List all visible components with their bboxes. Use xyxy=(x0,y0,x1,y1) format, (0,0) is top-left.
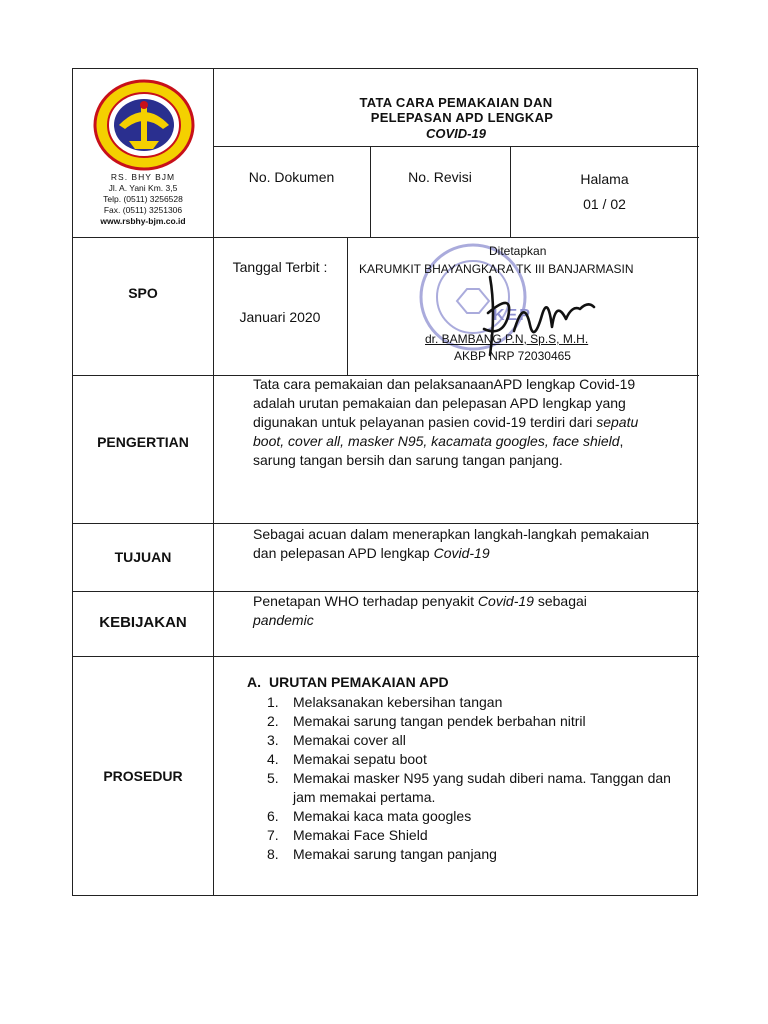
step-number: 8. xyxy=(267,846,279,862)
institution-name: RS. BHY BJM xyxy=(110,172,176,182)
issue-date-label: Tanggal Terbit : xyxy=(232,259,328,275)
pengertian-text-part: , xyxy=(619,433,624,449)
step-number: 2. xyxy=(267,713,279,729)
divider xyxy=(73,237,699,238)
signer-rank: AKBP NRP 72030465 xyxy=(454,349,571,363)
kebijakan-text-part: sebagai xyxy=(533,593,587,609)
spo-label: SPO xyxy=(128,285,158,301)
spo-document xyxy=(72,68,698,896)
step-number: 7. xyxy=(267,827,279,843)
step-text: Memakai sepatu boot xyxy=(293,751,427,767)
divider xyxy=(213,375,214,896)
issue-date-value: Januari 2020 xyxy=(239,309,321,325)
tujuan-label: TUJUAN xyxy=(114,549,172,565)
stamp-text: KEP xyxy=(493,307,532,324)
document-title-line2: PELEPASAN APD LENGKAP xyxy=(370,110,554,125)
pengertian-line: Tata cara pemakaian dan pelaksanaanAPD lengkap Covid-19 xyxy=(253,376,636,392)
hospital-logo xyxy=(93,79,195,171)
divider xyxy=(510,146,511,237)
divider xyxy=(347,237,348,375)
prosedur-label: PROSEDUR xyxy=(103,768,183,784)
list-item xyxy=(267,731,687,750)
list-item xyxy=(267,845,687,864)
divider xyxy=(213,146,699,147)
tujuan-line xyxy=(253,544,693,563)
step-text: Memakai sarung tangan pendek berbahan nitril xyxy=(293,713,586,729)
signer-name: dr. BAMBANG P.N, Sp.S, M.H. xyxy=(425,332,589,346)
kebijakan-text xyxy=(253,592,693,630)
list-item xyxy=(267,712,687,731)
prosedur-heading: URUTAN PEMAKAIAN APD xyxy=(269,674,449,690)
pengertian-label: PENGERTIAN xyxy=(97,434,189,450)
kebijakan-label: KEBIJAKAN xyxy=(99,614,187,631)
kebijakan-text-part: Covid-19 xyxy=(477,593,534,609)
step-number: 1. xyxy=(267,694,279,710)
document-title-line3: COVID-19 xyxy=(426,126,486,141)
revision-number-label: No. Revisi xyxy=(408,169,472,185)
step-text: Memakai cover all xyxy=(293,732,406,748)
set-by: KARUMKIT BHAYANGKARA TK III BANJARMASIN xyxy=(359,262,634,276)
pengertian-text-part: digunakan untuk pelayanan pasien covid-19 terdiri dari xyxy=(253,414,597,430)
list-item xyxy=(267,769,687,807)
tujuan-text-part: Covid-19 xyxy=(433,545,490,561)
step-number: 4. xyxy=(267,751,279,767)
institution-telp: Telp. (0511) 3256528 xyxy=(103,194,183,204)
kebijakan-line xyxy=(253,592,693,611)
document-title-line1: TATA CARA PEMAKAIAN DAN xyxy=(359,95,553,110)
page-value: 01 / 02 xyxy=(583,196,626,212)
step-text: Memakai masker N95 yang sudah diberi nama. Tanggan dan jam memakai pertama. xyxy=(293,770,671,805)
list-item xyxy=(267,826,687,845)
prosedur-step-list xyxy=(267,693,687,864)
institution-address: Jl. A. Yani Km. 3,5 xyxy=(108,183,178,193)
pengertian-line xyxy=(253,432,693,451)
institution-fax: Fax. (0511) 3251306 xyxy=(103,205,183,215)
step-number: 3. xyxy=(267,732,279,748)
prosedur-heading-letter: A. xyxy=(247,674,261,690)
pengertian-line: adalah urutan pemakaian dan pelepasan APD lengkap yang xyxy=(253,395,626,411)
step-number: 6. xyxy=(267,808,279,824)
tujuan-line: Sebagai acuan dalam menerapkan langkah-langkah pemakaian xyxy=(253,526,650,542)
set-label: Ditetapkan xyxy=(489,244,547,258)
divider xyxy=(73,523,699,524)
list-item xyxy=(267,750,687,769)
step-text: Memakai Face Shield xyxy=(293,827,428,843)
divider xyxy=(370,146,371,237)
tujuan-text xyxy=(253,525,693,563)
pengertian-text-part: sepatu xyxy=(596,414,639,430)
pengertian-line: sarung tangan bersih dan sarung tangan panjang. xyxy=(253,452,563,468)
pengertian-line xyxy=(253,413,693,432)
tujuan-text-part: dan pelepasan APD lengkap xyxy=(253,545,434,561)
list-item xyxy=(267,807,687,826)
divider xyxy=(213,237,214,375)
step-text: Memakai sarung tangan panjang xyxy=(293,846,497,862)
page-label: Halama xyxy=(580,171,629,187)
step-text: Memakai kaca mata googles xyxy=(293,808,472,824)
kebijakan-text-part: Penetapan WHO terhadap penyakit xyxy=(253,593,478,609)
pengertian-text xyxy=(253,375,693,470)
pengertian-text-part: boot, cover all, masker N95, kacamata googles, face shield xyxy=(253,433,620,449)
doc-number-label: No. Dokumen xyxy=(248,169,335,185)
step-text: Melaksanakan kebersihan tangan xyxy=(293,694,503,710)
institution-web: www.rsbhy-bjm.co.id xyxy=(100,216,186,226)
kebijakan-line: pandemic xyxy=(253,612,314,628)
step-number: 5. xyxy=(267,770,279,786)
divider xyxy=(73,656,699,657)
list-item xyxy=(267,693,687,712)
